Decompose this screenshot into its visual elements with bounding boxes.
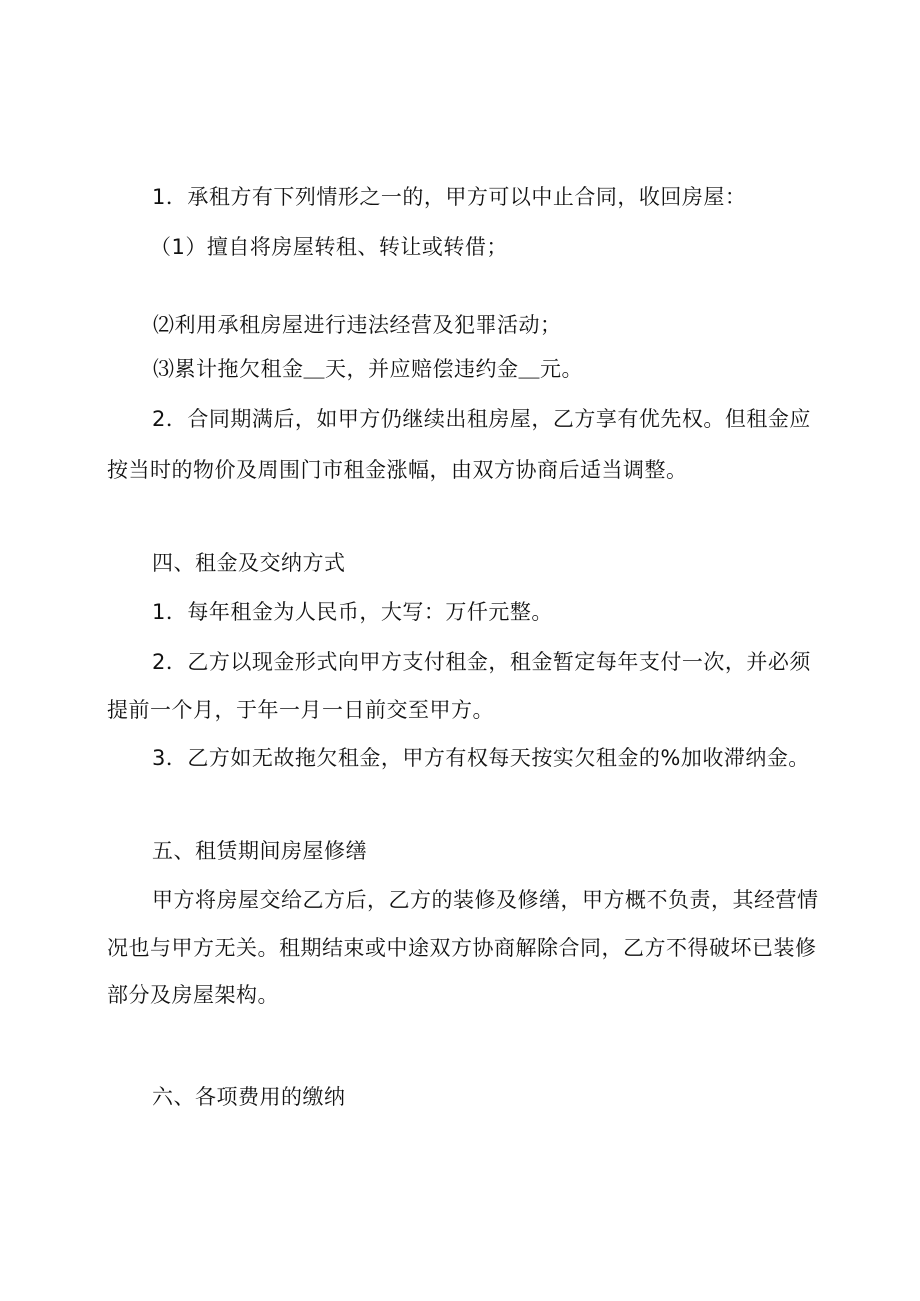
section-5-paragraph-cont: 况也与甲方无关。租期结束或中途双方协商解除合同，乙方不得破坏已装修 xyxy=(107,936,817,960)
clause-1-item-3: ⑶累计拖欠租金＿天，并应赔偿违约金＿元。 xyxy=(153,357,583,381)
clause-1-item-2: ⑵利用承租房屋进行违法经营及犯罪活动； xyxy=(153,313,562,337)
section-5-paragraph: 甲方将房屋交给乙方后，乙方的装修及修缮，甲方概不负责，其经营情 xyxy=(152,888,819,912)
clause-2-renewal: 2．合同期满后，如甲方仍继续出租房屋，乙方享有优先权。但租金应 xyxy=(152,407,811,431)
section-4-clause-1: 1．每年租金为人民币，大写：万仟元整。 xyxy=(152,600,553,624)
clause-1-termination: 1．承租方有下列情形之一的，甲方可以中止合同，收回房屋： xyxy=(152,185,747,209)
section-4-clause-2-cont: 提前一个月，于年一月一日前交至甲方。 xyxy=(107,698,494,722)
section-6-heading: 六、各项费用的缴纳 xyxy=(152,1085,346,1109)
section-5-paragraph-end: 部分及房屋架构。 xyxy=(107,983,279,1007)
section-4-clause-3: 3．乙方如无故拖欠租金，甲方有权每天按实欠租金的%加收滞纳金。 xyxy=(152,746,810,770)
clause-2-renewal-cont: 按当时的物价及周围门市租金涨幅，由双方协商后适当调整。 xyxy=(107,458,688,482)
section-4-clause-2: 2．乙方以现金形式向甲方支付租金，租金暂定每年支付一次，并必须 xyxy=(152,650,811,674)
clause-1-item-1: （1）擅自将房屋转租、转让或转借； xyxy=(150,235,508,259)
section-5-heading: 五、租赁期间房屋修缮 xyxy=(152,839,367,863)
section-4-heading: 四、租金及交纳方式 xyxy=(152,551,346,575)
